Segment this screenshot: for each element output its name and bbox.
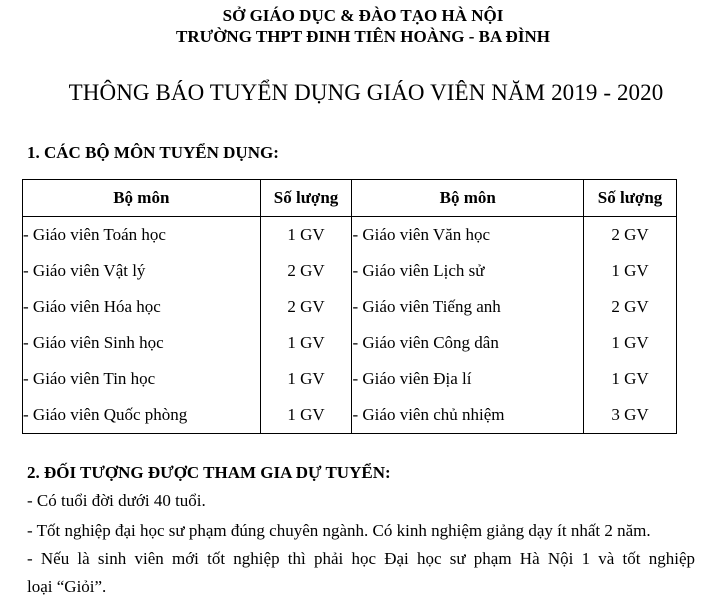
- column-header-quantity: Số lượng: [260, 180, 352, 217]
- department-name: SỞ GIÁO DỤC & ĐÀO TẠO HÀ NỘI: [222, 6, 504, 25]
- quantity-cell: 1 GV: [584, 361, 677, 397]
- quantity-cell: 1 GV: [260, 325, 352, 361]
- quantity-cell: 2 GV: [584, 289, 677, 325]
- table-row: [23, 397, 677, 434]
- section-1-heading: 1. CÁC BỘ MÔN TUYỂN DỤNG:: [27, 143, 279, 162]
- subject-cell: - Giáo viên Lịch sử: [352, 253, 584, 289]
- quantity-cell: 1 GV: [584, 253, 677, 289]
- quantity-cell: 1 GV: [260, 217, 352, 254]
- subject-cell: - Giáo viên Sinh học: [23, 325, 261, 361]
- quantity-cell: 1 GV: [260, 397, 352, 434]
- subject-cell: - Giáo viên Toán học: [23, 217, 261, 254]
- quantity-cell: 2 GV: [260, 289, 352, 325]
- subject-cell: - Giáo viên Công dân: [352, 325, 584, 361]
- recruitment-table: [22, 179, 677, 434]
- quantity-cell: 2 GV: [584, 217, 677, 254]
- document-title: THÔNG BÁO TUYỂN DỤNG GIÁO VIÊN NĂM 2019 - 2020: [68, 80, 664, 105]
- table-row: [23, 361, 677, 397]
- column-header-subject: Bộ môn: [23, 180, 261, 217]
- quantity-cell: 3 GV: [584, 397, 677, 434]
- quantity-cell: 1 GV: [260, 361, 352, 397]
- quantity-cell: 2 GV: [260, 253, 352, 289]
- table-row: [23, 253, 677, 289]
- subject-cell: - Giáo viên Tiếng anh: [352, 289, 584, 325]
- subject-cell: - Giáo viên Địa lí: [352, 361, 584, 397]
- subject-cell: - Giáo viên chủ nhiệm: [352, 397, 584, 434]
- table-row: [23, 325, 677, 361]
- subject-cell: - Giáo viên Văn học: [352, 217, 584, 254]
- quantity-cell: 1 GV: [584, 325, 677, 361]
- table-row: [23, 217, 677, 254]
- requirement-line: loại “Giỏi”.: [27, 577, 107, 596]
- requirement-line: - Tốt nghiệp đại học sư phạm đúng chuyên ngành. Có kinh nghiệm giảng dạy ít nhất 2 năm.: [27, 521, 651, 540]
- school-name: TRƯỜNG THPT ĐINH TIÊN HOÀNG - BA ĐÌNH: [176, 27, 550, 46]
- subject-cell: - Giáo viên Hóa học: [23, 289, 261, 325]
- requirement-line: - Nếu là sinh viên mới tốt nghiệp thì phải học Đại học sư phạm Hà Nội 1 và tốt nghiệp: [27, 549, 695, 568]
- subject-cell: - Giáo viên Quốc phòng: [23, 397, 261, 434]
- column-header-quantity: Số lượng: [584, 180, 677, 217]
- requirement-line: - Có tuổi đời dưới 40 tuổi.: [27, 491, 206, 510]
- subject-cell: - Giáo viên Tin học: [23, 361, 261, 397]
- column-header-subject: Bộ môn: [352, 180, 584, 217]
- section-2-heading: 2. ĐỐI TƯỢNG ĐƯỢC THAM GIA DỰ TUYỂN:: [27, 463, 391, 482]
- table-header-row: [23, 180, 677, 217]
- subject-cell: - Giáo viên Vật lý: [23, 253, 261, 289]
- table-row: [23, 289, 677, 325]
